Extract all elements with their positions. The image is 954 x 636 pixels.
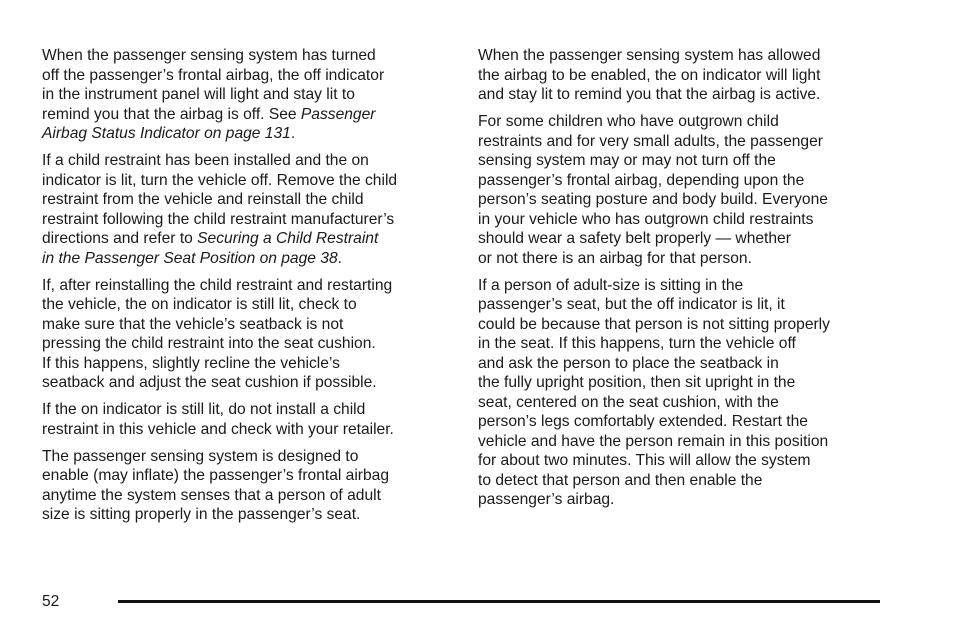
text-line [42, 210, 452, 230]
cross-reference: in the Passenger Seat Position on page 38 [42, 249, 338, 267]
text-line [478, 451, 888, 471]
text-line [478, 210, 888, 230]
text-line [42, 124, 452, 144]
text-line [478, 85, 888, 105]
left-column [42, 46, 452, 532]
text-line [42, 334, 452, 354]
text-segment: could be because that person is not sitting properly [478, 315, 830, 333]
text-segment: seat, centered on the seat cushion, with the [478, 393, 779, 411]
footer-rule [118, 600, 880, 603]
text-segment: person’s seating posture and body build. Everyone [478, 191, 828, 208]
text-line [42, 229, 452, 249]
text-line [478, 295, 888, 315]
text-line [42, 46, 452, 66]
text-line [42, 354, 452, 374]
text-segment: passenger’s frontal airbag, depending upon the [478, 171, 805, 189]
text-line [478, 276, 888, 296]
text-line [478, 229, 888, 249]
text-line [42, 505, 452, 525]
text-segment: If this happens, slightly recline the vehicle’s [42, 354, 340, 372]
text-line [42, 249, 452, 269]
text-segment: For some children who have outgrown child [478, 113, 779, 130]
text-segment: If a child restraint has been installed and the on [42, 152, 369, 169]
text-segment: the fully upright position, then sit upright in the [478, 374, 796, 391]
text-line [478, 432, 888, 452]
paragraph [478, 276, 888, 510]
paragraph [42, 447, 452, 525]
text-segment: to detect that person and then enable the [478, 471, 763, 489]
text-segment: If a person of adult-size is sitting in the [478, 276, 744, 294]
paragraph [42, 46, 452, 144]
text-segment: person’s legs comfortably extended. Restart the [478, 413, 808, 430]
text-line [478, 393, 888, 413]
text-segment: directions and refer to [42, 230, 198, 247]
text-line [478, 490, 888, 510]
text-line [478, 132, 888, 152]
text-line [42, 85, 452, 105]
text-line [42, 295, 452, 315]
page-number: 52 [42, 593, 60, 610]
text-segment: . [290, 125, 296, 142]
text-line [42, 466, 452, 486]
text-segment: pressing the child restraint into the seat cushion. [42, 335, 376, 352]
text-line [42, 151, 452, 171]
text-line [478, 354, 888, 374]
cross-reference: Passenger [300, 105, 376, 123]
text-line [42, 400, 452, 420]
text-line [478, 373, 888, 393]
text-segment: passenger’s seat, but the off indicator is lit, it [478, 296, 785, 313]
text-line [478, 46, 888, 66]
text-segment: the vehicle, the on indicator is still lit, check to [42, 296, 357, 313]
text-segment: anytime the system senses that a person of adult [42, 486, 381, 504]
text-line [478, 171, 888, 191]
text-segment: for about two minutes. This will allow the system [478, 452, 811, 469]
text-segment: and stay lit to remind you that the airbag is active. [478, 86, 821, 103]
text-line [42, 420, 452, 440]
text-line [42, 373, 452, 393]
text-segment: . [337, 249, 342, 267]
text-segment: and ask the person to place the seatback in [478, 354, 779, 372]
text-segment: off the passenger’s frontal airbag, the off indicator [42, 66, 385, 84]
text-segment: in the seat. If this happens, turn the vehicle off [478, 335, 796, 352]
text-segment: restraint following the child restraint manufacturer’s [42, 210, 395, 228]
text-segment: If, after reinstalling the child restraint and restarting [42, 276, 393, 294]
text-segment: When the passenger sensing system has allowed [478, 47, 821, 64]
text-segment: sensing system may or may not turn off the [478, 152, 776, 169]
text-segment: make sure that the vehicle’s seatback is not [42, 315, 344, 333]
text-line [478, 334, 888, 354]
text-segment: The passenger sensing system is designed to [42, 447, 359, 465]
cross-reference: Airbag Status Indicator on page 131 [42, 125, 291, 142]
text-line [478, 66, 888, 86]
paragraph [42, 151, 452, 268]
text-line [478, 190, 888, 210]
text-line [42, 486, 452, 506]
text-line [42, 276, 452, 296]
text-line [478, 249, 888, 269]
text-segment: the airbag to be enabled, the on indicator will light [478, 66, 821, 84]
cross-reference: Securing a Child Restraint [197, 230, 379, 247]
text-segment: or not there is an airbag for that person. [478, 249, 752, 267]
text-line [478, 112, 888, 132]
paragraph [42, 400, 452, 439]
text-line [478, 471, 888, 491]
text-segment: enable (may inflate) the passenger’s frontal airbag [42, 467, 390, 484]
text-segment: restraint in this vehicle and check with your retailer. [42, 420, 394, 438]
paragraph [478, 46, 888, 105]
text-segment: restraints and for very small adults, the passenger [478, 132, 823, 150]
text-segment: should wear a safety belt properly — whether [478, 230, 791, 247]
paragraph [478, 112, 888, 268]
text-segment: remind you that the airbag is off. See [42, 105, 301, 123]
text-segment: If the on indicator is still lit, do not install a child [42, 401, 366, 418]
text-segment: in your vehicle who has outgrown child restraints [478, 210, 814, 228]
text-line [478, 315, 888, 335]
text-line [42, 315, 452, 335]
text-line [42, 105, 452, 125]
text-line [42, 190, 452, 210]
text-line [42, 66, 452, 86]
text-line [42, 171, 452, 191]
text-segment: indicator is lit, turn the vehicle off. Remove the child [42, 171, 398, 189]
text-segment: passenger’s airbag. [478, 491, 615, 508]
text-segment: vehicle and have the person remain in this position [478, 432, 829, 450]
text-segment: size is sitting properly in the passenger’s seat. [42, 506, 361, 523]
text-segment: When the passenger sensing system has turned [42, 47, 376, 64]
paragraph [42, 276, 452, 393]
text-segment: in the instrument panel will light and stay lit to [42, 86, 355, 103]
right-column [478, 46, 888, 517]
text-segment: restraint from the vehicle and reinstall the child [42, 191, 364, 208]
text-line [42, 447, 452, 467]
text-segment: seatback and adjust the seat cushion if possible. [42, 374, 377, 391]
text-line [478, 151, 888, 171]
text-line [478, 412, 888, 432]
